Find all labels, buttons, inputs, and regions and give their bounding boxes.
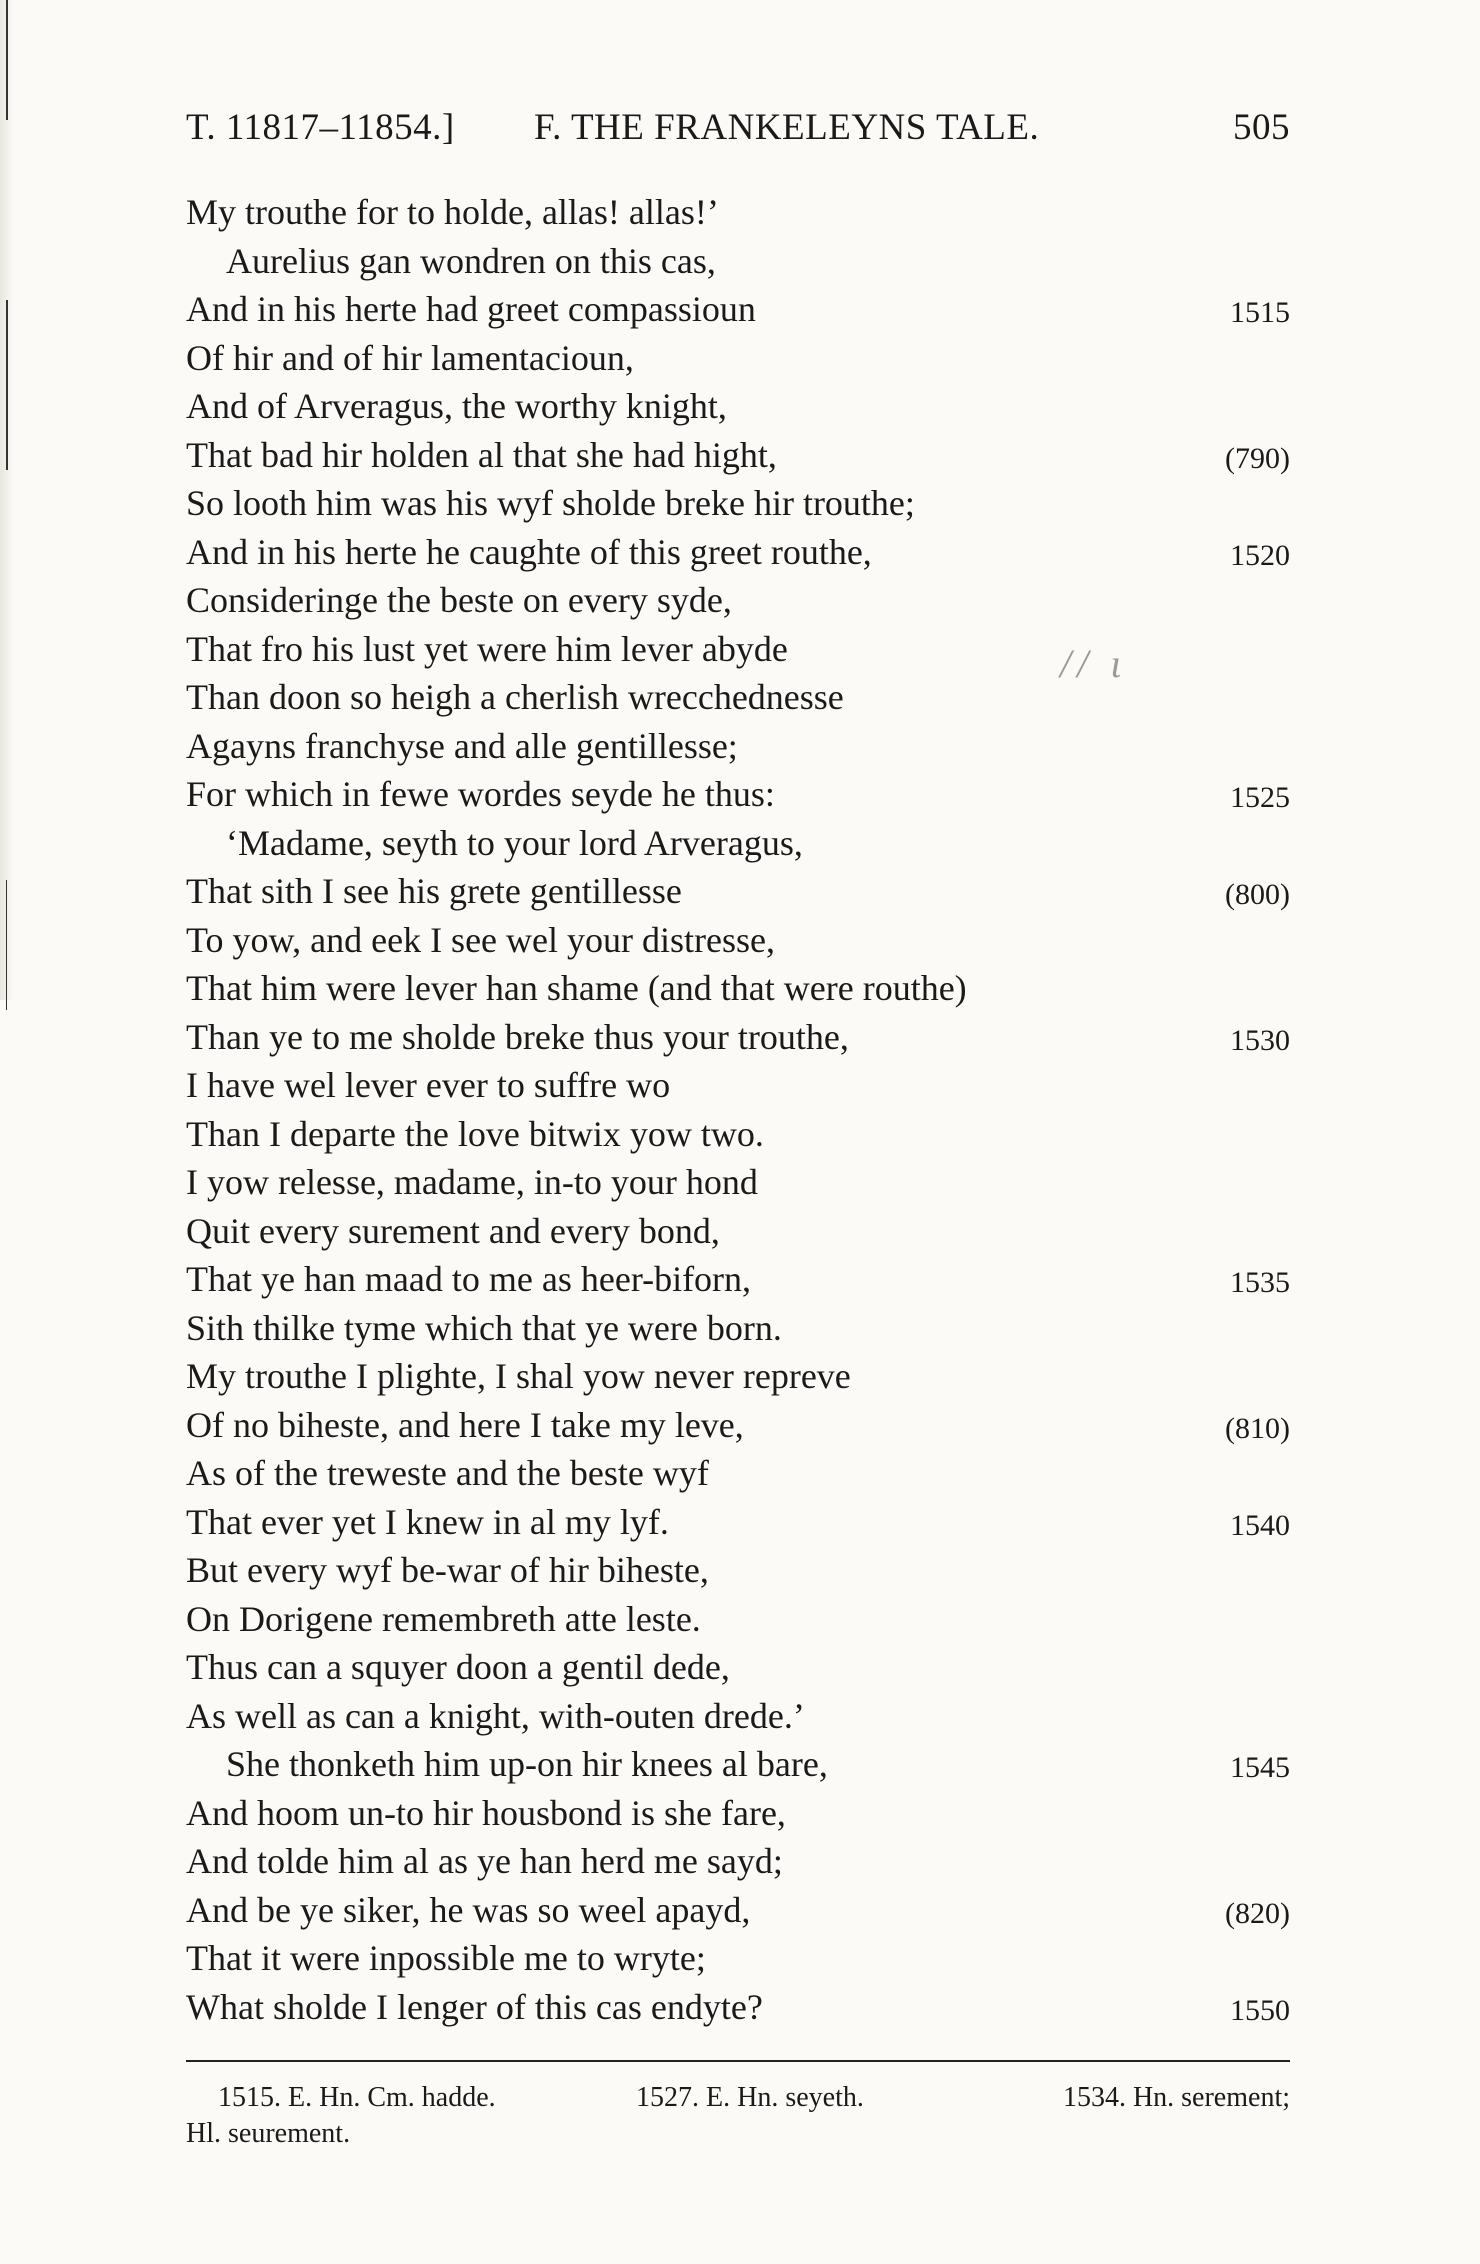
verse-text: I yow relesse, madame, in-to your hond bbox=[186, 1162, 758, 1202]
verse-text: And of Arveragus, the worthy knight, bbox=[186, 386, 727, 426]
verse-line bbox=[186, 431, 1290, 480]
verse-text: So looth him was his wyf sholde breke hir trouthe; bbox=[186, 483, 915, 523]
verse-text: And in his herte he caughte of this greet routhe, bbox=[186, 531, 872, 572]
verse-text: Than ye to me sholde breke thus your trouthe, bbox=[186, 1016, 849, 1057]
verse-text: That ever yet I knew in al my lyf. bbox=[186, 1501, 669, 1542]
verse-line bbox=[186, 1158, 1290, 1207]
verse-text: My trouthe I plighte, I shal yow never repreve bbox=[186, 1356, 851, 1396]
verse-line bbox=[186, 1643, 1290, 1692]
verse-text: That ye han maad to me as heer-biforn, bbox=[186, 1259, 752, 1299]
verse-line bbox=[186, 1255, 1290, 1304]
verse-line bbox=[186, 1401, 1290, 1450]
verse-text: That him were lever han shame (and that were routhe) bbox=[186, 968, 967, 1008]
verse-text: As of the treweste and the beste wyf bbox=[186, 1453, 709, 1493]
verse-text: She thonketh him up-on hir knees al bare, bbox=[226, 1744, 828, 1784]
scan-edge-line-top bbox=[6, 0, 8, 120]
line-number: 1520 bbox=[1230, 538, 1290, 572]
verse-text: Than doon so heigh a cherlish wrecchednesse bbox=[186, 677, 844, 717]
verse-line bbox=[186, 1061, 1290, 1110]
verse-line bbox=[186, 1692, 1290, 1741]
verse-line bbox=[186, 867, 1290, 916]
verse-text: That it were inpossible me to wryte; bbox=[186, 1938, 706, 1978]
verse-line bbox=[186, 237, 1290, 286]
verse-text: And be ye siker, he was so weel apayd, bbox=[186, 1889, 751, 1930]
pencil-marginalia: // ι bbox=[1060, 641, 1128, 686]
line-number: 1545 bbox=[1230, 1751, 1290, 1784]
verse-text: Of no biheste, and here I take my leve, bbox=[186, 1404, 744, 1445]
scan-edge-line-lower bbox=[6, 880, 7, 1010]
verse-line bbox=[186, 964, 1290, 1013]
line-number: 1525 bbox=[1230, 781, 1290, 814]
verse-text: To yow, and eek I see wel your distresse, bbox=[186, 919, 775, 960]
verse-line bbox=[186, 382, 1290, 431]
verse-line bbox=[186, 722, 1290, 771]
verse-line bbox=[186, 1837, 1290, 1886]
verse-text: That bad hir holden al that she had hight, bbox=[186, 434, 777, 475]
line-number: 1535 bbox=[1230, 1266, 1290, 1299]
verse-text: Agayns franchyse and alle gentillesse; bbox=[186, 725, 738, 766]
verse-line bbox=[186, 1546, 1290, 1595]
line-number: (820) bbox=[1225, 1896, 1290, 1930]
scan-edge-line-middle bbox=[6, 300, 8, 470]
verse-line bbox=[186, 1595, 1290, 1644]
verse-text: Of hir and of hir lamentacioun, bbox=[186, 337, 634, 378]
verse-line bbox=[186, 188, 1290, 237]
verse-line bbox=[186, 479, 1290, 528]
poem-body bbox=[186, 188, 1290, 2031]
footnote-1534-continued: Hl. seurement. bbox=[186, 2118, 351, 2149]
verse-line bbox=[186, 1498, 1290, 1547]
verse-text: Quit every surement and every bond, bbox=[186, 1210, 720, 1251]
verse-text: For which in fewe wordes seyde he thus: bbox=[186, 774, 775, 814]
verse-text: And in his herte had greet compassioun bbox=[186, 289, 756, 329]
verse-line bbox=[186, 1934, 1290, 1983]
line-number: (810) bbox=[1225, 1411, 1290, 1445]
verse-text: Sith thilke tyme which that ye were born. bbox=[186, 1307, 782, 1348]
verse-line bbox=[186, 334, 1290, 383]
verse-text: And tolde him al as ye han herd me sayd; bbox=[186, 1841, 783, 1881]
line-number: (800) bbox=[1225, 878, 1290, 911]
verse-line bbox=[186, 1304, 1290, 1353]
verse-line bbox=[186, 1740, 1290, 1789]
footnote-1534: 1534. Hn. serement; bbox=[1062, 2082, 1290, 2113]
verse-line bbox=[186, 1352, 1290, 1401]
verse-text: Consideringe the beste on every syde, bbox=[186, 580, 732, 620]
verse-text: Thus can a squyer doon a gentil dede, bbox=[186, 1647, 730, 1687]
verse-line bbox=[186, 819, 1290, 868]
line-number: 1515 bbox=[1230, 296, 1290, 329]
verse-text: And hoom un-to hir housbond is she fare, bbox=[186, 1792, 786, 1833]
verse-text: Aurelius gan wondren on this cas, bbox=[226, 240, 716, 281]
verse-line bbox=[186, 1449, 1290, 1498]
running-header bbox=[186, 106, 1290, 156]
verse-text: But every wyf be-war of hir biheste, bbox=[186, 1550, 709, 1590]
verse-text: ‘Madame, seyth to your lord Arveragus, bbox=[226, 822, 803, 863]
verse-text: What sholde I lenger of this cas endyte? bbox=[186, 1986, 763, 2027]
verse-line bbox=[186, 285, 1290, 334]
verse-line bbox=[186, 1886, 1290, 1935]
verse-text: On Dorigene remembreth atte leste. bbox=[186, 1598, 701, 1639]
line-number: 1550 bbox=[1230, 1993, 1290, 2027]
verse-text: That sith I see his grete gentillesse bbox=[186, 871, 682, 911]
verse-text: My trouthe for to holde, allas! allas!’ bbox=[186, 192, 719, 232]
verse-line bbox=[186, 1110, 1290, 1159]
verse-line bbox=[186, 1983, 1290, 2032]
verse-line bbox=[186, 528, 1290, 577]
verse-line bbox=[186, 1013, 1290, 1062]
footnote-1527: 1527. E. Hn. seyeth. bbox=[636, 2082, 864, 2113]
scan-edge-shadow bbox=[0, 0, 14, 1000]
page-number: 505 bbox=[1233, 107, 1290, 148]
line-number: 1540 bbox=[1230, 1508, 1290, 1542]
verse-text: That fro his lust yet were him lever abyde bbox=[186, 628, 788, 669]
verse-text: Than I departe the love bitwix yow two. bbox=[186, 1113, 764, 1154]
verse-line bbox=[186, 770, 1290, 819]
verse-line bbox=[186, 1789, 1290, 1838]
verse-text: As well as can a knight, with-outen drede.’ bbox=[186, 1695, 805, 1736]
verse-line bbox=[186, 916, 1290, 965]
header-title: F. THE FRANKELEYNS TALE. bbox=[534, 107, 1040, 148]
footnotes bbox=[186, 2080, 1290, 2152]
verse-line bbox=[186, 576, 1290, 625]
verse-text: I have wel lever ever to suffre wo bbox=[186, 1065, 671, 1105]
line-number: 1530 bbox=[1230, 1023, 1290, 1057]
line-number: (790) bbox=[1225, 441, 1290, 475]
footnote-1515: 1515. E. Hn. Cm. hadde. bbox=[218, 2082, 496, 2113]
footnote-rule bbox=[186, 2060, 1290, 2062]
header-line-range: T. 11817–11854.] bbox=[186, 107, 455, 148]
verse-line bbox=[186, 1207, 1290, 1256]
